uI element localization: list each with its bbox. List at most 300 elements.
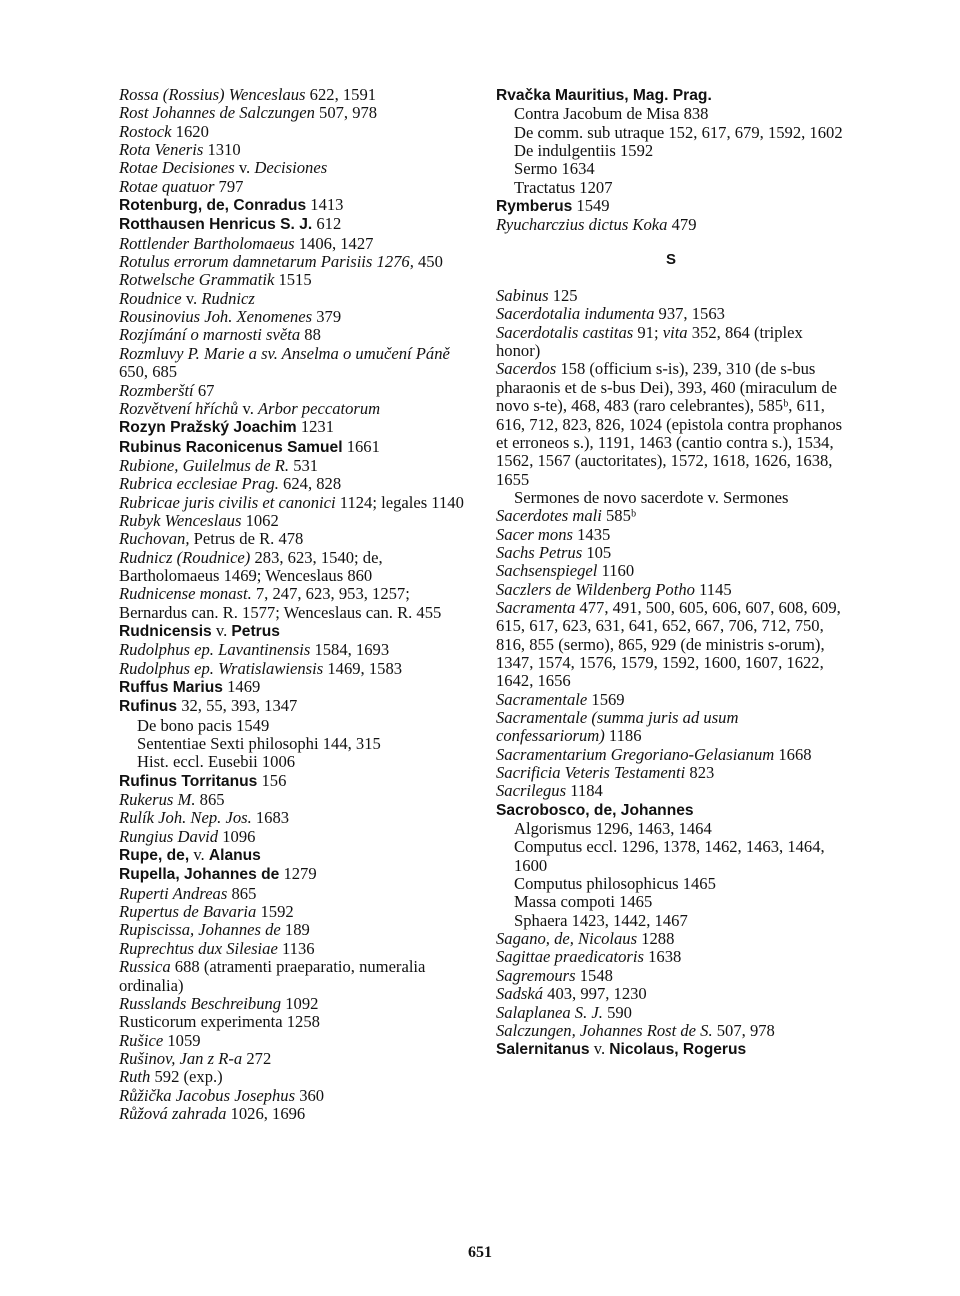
index-entry-head <box>496 967 846 985</box>
index-entry <box>496 1040 846 1059</box>
index-locator: 1145 <box>694 579 732 599</box>
index-entry <box>119 622 469 641</box>
index-entry-head <box>496 746 846 764</box>
index-headword-italic: Rušinov, Jan z R-a <box>119 1048 243 1068</box>
index-entry-head <box>496 544 846 562</box>
index-headword-italic: Arbor peccatorum <box>258 398 381 418</box>
index-headword-italic: Sadská <box>496 984 544 1004</box>
index-entry <box>496 526 846 544</box>
index-headword-italic: Rozmluvy P. Marie a sv. Anselma o umučení Páně <box>119 343 450 363</box>
index-locator: 1096 <box>218 826 256 846</box>
index-locator: 507, 978 <box>712 1020 775 1040</box>
index-entry-head <box>496 599 846 691</box>
index-entry-head <box>119 791 469 809</box>
index-entry-head <box>119 940 469 958</box>
index-entry <box>119 549 469 586</box>
index-headword-italic: Rudolphus ep. Wratislawiensis <box>119 658 324 678</box>
index-locator: 585ᵇ <box>601 506 637 526</box>
index-entry <box>119 1032 469 1050</box>
index-headword-italic: Salaplanea S. J. <box>496 1002 603 1022</box>
index-entry-head <box>119 660 469 678</box>
index-locator: 189 <box>280 920 310 940</box>
index-entry-head <box>496 930 846 948</box>
index-entry-head <box>119 271 469 289</box>
index-entry <box>119 995 469 1013</box>
index-entry <box>119 253 469 271</box>
index-entry-head <box>119 622 469 641</box>
index-locator: 592 (exp.) <box>150 1067 223 1087</box>
index-entry-head <box>119 846 469 865</box>
index-entry <box>119 438 469 457</box>
index-headword-italic: Růžová zahrada <box>119 1103 227 1123</box>
index-headword-italic: Ryucharczius dictus Koka <box>496 215 668 235</box>
index-entry <box>119 159 469 177</box>
index-entry-head <box>119 641 469 659</box>
index-entry-head <box>119 678 469 697</box>
index-locator: 797 <box>214 176 244 196</box>
index-entry-head <box>119 828 469 846</box>
index-headword-italic: Sacerdos <box>496 359 557 379</box>
index-headword-italic: Saczlers de Wildenberg Potho <box>496 579 695 599</box>
index-entry <box>119 940 469 958</box>
index-entry-head <box>496 216 846 234</box>
index-headword-italic: Sacramentale <box>496 689 588 709</box>
index-entry <box>119 865 469 884</box>
index-headword-italic: Sacrilegus <box>496 781 567 801</box>
index-entry-head <box>496 197 846 216</box>
index-locator: 531 <box>289 455 319 475</box>
index-headword-italic: Rudolphus ep. Lavantinensis <box>119 640 311 660</box>
index-headword-italic: Rubrica ecclesiae Prag. <box>119 474 279 494</box>
index-locator: 1124; legales 1140 <box>335 492 464 512</box>
index-headword-italic: Rungius David <box>119 826 219 846</box>
index-headword-italic: Sacramentarium Gregoriano-Gelasianum <box>496 744 775 764</box>
index-entry <box>496 948 846 966</box>
index-locator: 865 <box>227 883 257 903</box>
index-entry <box>496 746 846 764</box>
index-locator: v. <box>181 288 202 308</box>
index-headword-bold: Sacrobosco, de, Johannes <box>496 801 694 819</box>
index-entry-head <box>496 801 846 820</box>
index-subentry: Computus eccl. 1296, 1378, 1462, 1463, 1464, 1600 <box>514 837 825 875</box>
index-entry <box>496 985 846 1003</box>
index-entry-head <box>496 948 846 966</box>
index-entry <box>496 305 846 323</box>
index-entry <box>119 809 469 827</box>
index-entry <box>119 903 469 921</box>
index-headword-italic: Rubione, Guilelmus de R. <box>119 455 290 475</box>
index-subentry: Sermones de novo sacerdote v. Sermones <box>514 487 789 507</box>
index-entry <box>119 382 469 400</box>
index-locator: 352, 864 (triplex honor) <box>496 322 803 361</box>
index-entry <box>496 360 846 507</box>
index-entry-head <box>119 400 469 418</box>
index-column-left <box>119 86 469 1123</box>
index-subentry: Computus philosophicus 1465 <box>514 874 716 894</box>
index-entry <box>496 1004 846 1022</box>
index-headword-italic: Salczungen, Johannes Rost de S. <box>496 1020 713 1040</box>
index-entry-head <box>119 475 469 493</box>
index-headword-bold: Nicolaus, Rogerus <box>609 1041 747 1059</box>
index-headword-bold: Ruffus Marius <box>119 679 223 696</box>
index-headword-italic: Rozjímání o marnosti světa <box>119 325 301 345</box>
index-locator: 1683 <box>251 808 290 828</box>
index-locator: 1548 <box>575 965 613 985</box>
index-headword-italic: Rotae Decisiones <box>119 158 235 178</box>
index-headword-bold: Rubinus Raconicenus Samuel <box>119 438 343 456</box>
index-headword-italic: Rotulus errorum damnetarum Parisiis 1276, <box>119 252 414 272</box>
index-locator: 379 <box>312 307 342 327</box>
index-entry <box>119 400 469 418</box>
index-entry-head <box>496 86 846 105</box>
index-locator: Rusticorum experimenta 1258 <box>119 1012 320 1032</box>
index-entry <box>119 1087 469 1105</box>
index-entry-head <box>119 995 469 1013</box>
index-headword-italic: Rudnicense monast. <box>119 584 252 604</box>
index-headword-italic: Ruperti Andreas <box>119 883 228 903</box>
index-headword-italic: Rotwelsche Grammatik <box>119 270 275 290</box>
index-entry <box>119 418 469 437</box>
index-headword-italic: Rostock <box>119 121 172 141</box>
index-locator: 1136 <box>277 938 315 958</box>
index-entry <box>496 930 846 948</box>
index-locator: 1310 <box>203 140 241 160</box>
index-subentry: De comm. sub utraque 152, 617, 679, 1592, 1602 <box>514 122 843 142</box>
index-entry <box>119 123 469 141</box>
index-entry <box>119 1068 469 1086</box>
index-subentry: Sermo 1634 <box>514 159 595 179</box>
index-headword-bold: Rotenburg, de, Conradus <box>119 197 307 215</box>
index-subentry: De indulgentiis 1592 <box>514 141 654 161</box>
index-entry <box>119 846 469 865</box>
index-headword-italic: Sacramentale (summa juris ad usum confessariorum) <box>496 708 739 746</box>
index-locator: 590 <box>602 1002 632 1022</box>
index-entry <box>119 235 469 253</box>
index-headword-italic: Sacramenta <box>496 597 576 617</box>
index-entry-head <box>496 764 846 782</box>
index-locator: 477, 491, 500, 605, 606, 607, 608, 609, 615, 617, 623, 631, 641, 652, 667, 706, 712, 750, 816, 855 (sermo), 865, 929 (de ministris s-orum), 1347, 1574, 1576, 1579, 1592, 1600, 1607, 1622, 1642, 1656 <box>496 597 841 691</box>
index-subentry: Tractatus 1207 <box>514 177 613 197</box>
index-headword-italic: Rousinovius Joh. Xenomenes <box>119 307 313 327</box>
index-headword-italic: Ruth <box>119 1067 151 1087</box>
index-entry <box>496 197 846 216</box>
index-locator: v. <box>238 398 259 418</box>
index-headword-italic: Sagremours <box>496 965 576 985</box>
index-headword-italic: Rost Johannes de Salczungen <box>119 103 315 123</box>
index-entry-head <box>496 507 846 525</box>
index-locator: 403, 997, 1230 <box>543 984 647 1004</box>
index-headword-italic: Sacer mons <box>496 524 573 544</box>
index-headword-italic: Sachsenspiegel <box>496 561 598 581</box>
index-entry-head <box>119 885 469 903</box>
index-headword-italic: Rozmberští <box>119 380 194 400</box>
index-entry-head <box>496 305 846 323</box>
index-headword-italic: Rottlender Bartholomaeus <box>119 233 295 253</box>
index-entry <box>119 921 469 939</box>
index-headword-italic: Sachs Petrus <box>496 542 583 562</box>
index-entry-head <box>496 782 846 800</box>
index-entry-head <box>119 178 469 196</box>
index-entry-head <box>119 382 469 400</box>
index-headword-italic: Sacerdotalis castitas <box>496 322 634 342</box>
index-locator: 1515 <box>274 270 312 290</box>
index-subentry: Hist. eccl. Eusebii 1006 <box>137 752 296 772</box>
index-locator: 1569 <box>587 689 625 709</box>
index-entry <box>119 196 469 215</box>
index-entry <box>119 86 469 104</box>
index-headword-italic: Rušice <box>119 1030 164 1050</box>
index-entry <box>496 801 846 930</box>
index-locator: 1668 <box>774 744 812 764</box>
index-entry <box>119 660 469 678</box>
index-headword-italic: Sagittae praedicatoris <box>496 947 644 967</box>
index-entry-head <box>496 1040 846 1059</box>
index-locator: 1620 <box>171 121 209 141</box>
index-entry-head <box>119 141 469 159</box>
index-entry <box>119 512 469 530</box>
index-locator: 125 <box>548 286 578 306</box>
index-entry <box>496 287 846 305</box>
index-entry-head <box>119 253 469 271</box>
index-subentry: Sententiae Sexti philosophi 144, 315 <box>137 734 381 754</box>
index-entry-head <box>496 1004 846 1022</box>
index-headword-italic: Ruprechtus dux Silesiae <box>119 938 278 958</box>
index-entry <box>496 709 846 746</box>
index-entry <box>496 691 846 709</box>
index-locator: 612 <box>312 214 342 234</box>
index-entry-head <box>496 1022 846 1040</box>
index-entry-head <box>496 691 846 709</box>
index-headword-bold: Petrus <box>231 622 280 640</box>
index-locator: Petrus de R. 478 <box>189 529 304 549</box>
index-entry-head <box>119 123 469 141</box>
index-locator: v. <box>189 845 209 865</box>
index-entry <box>119 958 469 995</box>
index-entry-head <box>119 772 469 791</box>
index-locator: 450 <box>413 252 443 272</box>
index-entry <box>496 967 846 985</box>
index-entry-head <box>496 562 846 580</box>
index-entry-head <box>496 581 846 599</box>
index-locator: 1549 <box>572 196 610 216</box>
index-entry-head <box>496 324 846 361</box>
index-entry <box>119 457 469 475</box>
index-headword-italic: Rubricae juris civilis et canonici <box>119 492 336 512</box>
index-entry <box>496 86 846 197</box>
index-headword-bold: Rupe, de, <box>119 847 190 865</box>
index-entry <box>119 1013 469 1031</box>
index-entry <box>119 885 469 903</box>
index-headword-bold: Rufinus Torritanus <box>119 772 258 790</box>
index-entry-head <box>119 457 469 475</box>
index-locator: 1288 <box>637 929 675 949</box>
index-locator: 1584, 1693 <box>310 640 390 660</box>
index-entry-head <box>119 418 469 437</box>
index-headword-italic: Roudnice <box>119 288 182 308</box>
index-entry-head <box>496 287 846 305</box>
index-entry-head <box>119 1087 469 1105</box>
index-locator: 507, 978 <box>314 103 378 123</box>
index-entry <box>496 216 846 234</box>
index-headword-italic: Rozvětvení hříchů <box>119 398 239 418</box>
index-locator: 1184 <box>566 781 603 801</box>
index-entry-head <box>119 697 469 716</box>
index-locator: 1638 <box>643 947 682 967</box>
index-entry <box>119 641 469 659</box>
index-locator: 1160 <box>597 561 635 581</box>
index-locator: 1059 <box>163 1030 201 1050</box>
index-headword-italic: Rudnicz <box>201 288 255 308</box>
index-entry-head <box>119 290 469 308</box>
index-entry-head <box>119 86 469 104</box>
index-locator: 1435 <box>572 524 611 544</box>
index-locator: 32, 55, 393, 1347 <box>177 696 298 716</box>
index-entry-head <box>119 809 469 827</box>
index-headword-italic: Rotae quatuor <box>119 176 215 196</box>
index-entry-head <box>119 585 469 622</box>
index-locator: 1592 <box>256 902 294 922</box>
index-entry-head <box>119 215 469 234</box>
index-entry-head <box>119 549 469 586</box>
index-headword-italic: Rupertus de Bavaria <box>119 902 257 922</box>
index-headword-bold: Rozyn Pražský Joachim <box>119 419 297 437</box>
index-entry <box>496 764 846 782</box>
index-subentry: Sphaera 1423, 1442, 1467 <box>514 910 688 930</box>
index-locator: v. <box>589 1039 610 1059</box>
index-entry-head <box>496 985 846 1003</box>
index-entry-head <box>119 921 469 939</box>
index-headword-italic: Russlands Beschreibung <box>119 993 282 1013</box>
index-entry <box>119 697 469 771</box>
index-subentry: Contra Jacobum de Misa 838 <box>514 104 709 124</box>
index-locator: 1062 <box>241 510 279 530</box>
index-locator: 1026, 1696 <box>226 1103 306 1123</box>
index-locator: 1406, 1427 <box>294 233 374 253</box>
index-entry <box>119 178 469 196</box>
index-entry-head <box>496 526 846 544</box>
index-entry-head <box>119 159 469 177</box>
index-entry-head <box>119 512 469 530</box>
index-entry-head <box>496 360 846 488</box>
index-headword-italic: Rupiscissa, Johannes de <box>119 920 281 940</box>
index-entry-head <box>119 958 469 995</box>
index-entry <box>496 507 846 525</box>
index-locator: 624, 828 <box>278 474 342 494</box>
index-locator: 1661 <box>342 436 380 456</box>
index-locator: 283, 623, 1540; de, Bartholomaeus 1469; Wenceslaus 860 <box>119 547 383 585</box>
index-entry <box>496 1022 846 1040</box>
index-headword-italic: Ruchovan, <box>119 529 190 549</box>
index-entry <box>119 475 469 493</box>
index-entry <box>119 104 469 122</box>
index-headword-italic: Rubyk Wenceslaus <box>119 510 242 530</box>
index-locator: 67 <box>193 380 215 400</box>
index-group-s <box>496 287 846 1059</box>
index-group-r <box>496 86 846 235</box>
index-entry-head <box>119 196 469 215</box>
index-locator: 688 (atramenti praeparatio, numeralia ordinalia) <box>119 957 426 995</box>
index-entry-head <box>119 235 469 253</box>
index-locator: v. <box>234 158 255 178</box>
index-entry <box>119 271 469 289</box>
index-locator: 622, 1591 <box>305 85 377 104</box>
index-headword-italic: Sabinus <box>496 286 549 306</box>
index-headword-italic: Rossa (Rossius) Wenceslaus <box>119 85 306 104</box>
index-headword-italic: Rudnicz (Roudnice) <box>119 547 251 567</box>
index-subentry: Massa compoti 1465 <box>514 892 653 912</box>
index-locator: 823 <box>685 763 715 783</box>
index-headword-italic: Rulík Joh. Nep. Jos. <box>119 808 252 828</box>
index-subentry: Algorismus 1296, 1463, 1464 <box>514 819 712 839</box>
index-entry-head <box>119 308 469 326</box>
index-locator: 156 <box>257 770 287 790</box>
index-headword-bold: Salernitanus <box>496 1041 590 1059</box>
index-entry-head <box>119 1013 469 1031</box>
index-entry <box>119 1105 469 1123</box>
index-locator: 937, 1563 <box>654 304 725 324</box>
index-entry-head <box>119 104 469 122</box>
index-headword-italic: Decisiones <box>254 158 328 178</box>
index-entry <box>119 678 469 697</box>
index-entry <box>119 494 469 512</box>
index-entry <box>119 585 469 622</box>
index-locator: 1469 <box>222 677 261 696</box>
index-locator: 7, 247, 623, 953, 1257; Bernardus can. R. 1577; Wenceslaus can. R. 455 <box>119 584 442 622</box>
index-locator: 88 <box>300 325 321 345</box>
index-locator: 360 <box>295 1085 325 1105</box>
index-headword-italic: Russica <box>119 957 171 977</box>
index-locator: 272 <box>242 1048 272 1068</box>
index-locator: 1279 <box>279 864 317 884</box>
index-column-right <box>496 86 846 1060</box>
index-locator: 1231 <box>296 417 335 437</box>
index-entry <box>119 215 469 234</box>
index-locator: 105 <box>582 542 612 562</box>
index-entry <box>119 326 469 344</box>
index-locator: 1469, 1583 <box>323 658 403 678</box>
index-entry <box>119 1050 469 1068</box>
index-headword-italic: Sacerdotes mali <box>496 506 602 526</box>
page-number: 651 <box>468 1244 492 1261</box>
index-entry-head <box>119 530 469 548</box>
index-entry-head <box>119 903 469 921</box>
index-subentry: De bono pacis 1549 <box>137 715 270 735</box>
index-entry <box>119 141 469 159</box>
index-entry <box>496 599 846 691</box>
index-entry-head <box>119 1068 469 1086</box>
index-entry <box>119 290 469 308</box>
index-headword-bold: Alanus <box>208 847 261 865</box>
index-entry-head <box>496 709 846 746</box>
index-entry-head <box>119 1050 469 1068</box>
index-entry-head <box>119 1032 469 1050</box>
index-entry-head <box>119 326 469 344</box>
index-entry <box>496 544 846 562</box>
index-entry <box>119 772 469 791</box>
index-headword-italic: Sacrificia Veteris Testamenti <box>496 763 686 783</box>
index-entry <box>119 530 469 548</box>
index-headword-bold: Rvačka Mauritius, Mag. Prag. <box>496 87 712 104</box>
index-headword-italic: Rukerus M. <box>119 790 196 810</box>
index-entry <box>496 581 846 599</box>
index-headword-italic: Růžička Jacobus Josephus <box>119 1085 296 1105</box>
index-locator: 650, 685 <box>119 362 178 382</box>
index-headword-bold: Rotthausen Henricus S. J. <box>119 216 313 234</box>
index-headword-italic: Sagano, de, Nicolaus <box>496 929 638 949</box>
index-entry <box>119 828 469 846</box>
index-entry <box>119 308 469 326</box>
index-locator: 158 (officium s-is), 239, 310 (de s-bus pharaonis et de s-bus Dei), 393, 460 (miraculum de novo s-te), 468, 483 (raro celebrantes), 585ᵇ, 611, 616, 712, 823, 826, 1024 (epistola contra prophanos et erroneos s.), 1191, 1463 (cantio contra s.), 1534, 1562, 1567 (auctoritates), 1572, 1618, 1626, 1638, 1655 <box>496 359 843 489</box>
